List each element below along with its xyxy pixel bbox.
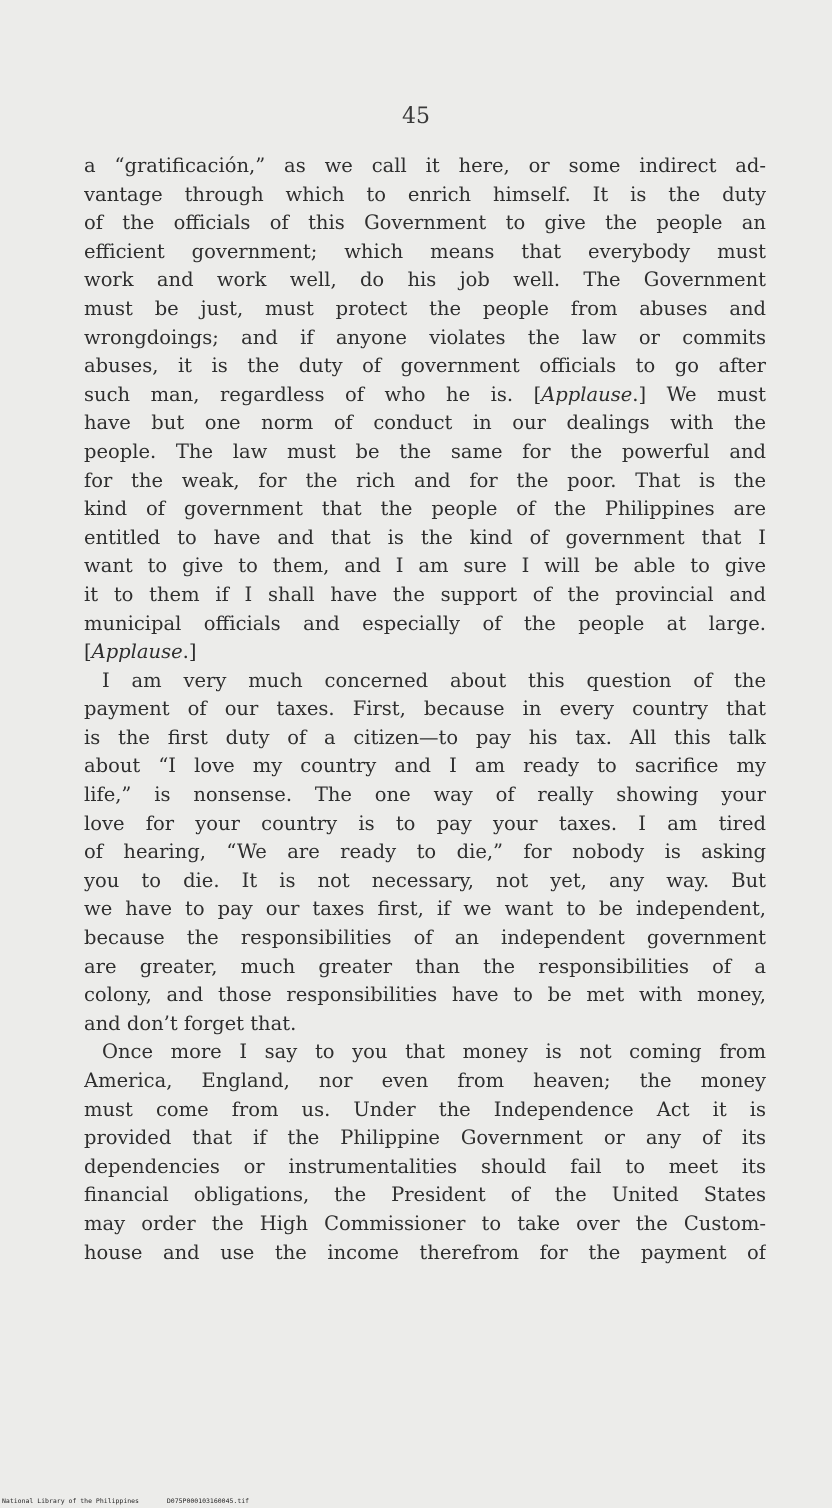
text-line: I am very much concerned about this question of the [102, 668, 766, 692]
text-line: must come from us. Under the Independence Act it is [84, 1097, 766, 1121]
paragraph [84, 152, 766, 667]
applause-italic: Applause [541, 382, 633, 406]
text-line: is the first duty of a citizen—to pay his tax. All this talk [84, 725, 766, 749]
text-line: entitled to have and that is the kind of government that I [84, 525, 766, 549]
body-text [84, 152, 766, 1267]
applause-italic: Applause [91, 640, 183, 664]
text-line: wrongdoings; and if anyone violates the law or commits [84, 325, 766, 349]
text-line: life,” is nonsense. The one way of really showing your [84, 783, 766, 807]
text-line: about “I love my country and I am ready to sacrifice my [84, 754, 766, 778]
text-line: vantage through which to enrich himself. It is the duty [84, 182, 766, 206]
text-line: work and work well, do his job well. The Government [84, 268, 766, 292]
text-line: must be just, must protect the people from abuses and [84, 296, 766, 320]
footer-source: National Library of the Philippines [2, 1497, 139, 1505]
text-line: of hearing, “We are ready to die,” for nobody is asking [84, 840, 766, 864]
text-line: it to them if I shall have the support of the provincial and [84, 582, 766, 606]
text-line: of the officials of this Government to give the people an [84, 211, 766, 235]
text-line: house and use the income therefrom for the payment of [84, 1240, 766, 1264]
paragraph [84, 1038, 766, 1267]
text-line: abuses, it is the duty of government officials to go after [84, 354, 766, 378]
text-line: have but one norm of conduct in our dealings with the [84, 411, 766, 435]
text-line: may order the High Commissioner to take over the Custom- [84, 1211, 766, 1235]
text-line: Once more I say to you that money is not coming from [102, 1040, 766, 1064]
text-line: and don’t forget that. [84, 1011, 297, 1035]
text-line: financial obligations, the President of the United States [84, 1183, 766, 1207]
paragraph [84, 667, 766, 1039]
text-line: efficient government; which means that everybody must [84, 239, 766, 263]
text-line: are greater, much greater than the responsibilities of a [84, 954, 766, 978]
text-line: colony, and those responsibilities have to be met with money, [84, 983, 766, 1007]
scan-footer [2, 1497, 273, 1505]
text-line: kind of government that the people of the Philippines are [84, 497, 766, 521]
text-line: love for your country is to pay your taxes. I am tired [84, 811, 766, 835]
footer-file-id: D075P000103160045.tif [166, 1497, 250, 1505]
text-line: because the responsibilities of an independent government [84, 926, 766, 950]
text-line: dependencies or instrumentalities should fail to meet its [84, 1154, 766, 1178]
text-line: for the weak, for the rich and for the poor. That is the [84, 468, 766, 492]
text-line: want to give to them, and I am sure I will be able to give [84, 554, 766, 578]
page-number: 45 [402, 104, 430, 129]
text-line: people. The law must be the same for the powerful and [84, 439, 766, 463]
text-line: a “gratificación,” as we call it here, or some indirect ad- [84, 154, 766, 177]
text-line: America, England, nor even from heaven; the money [84, 1069, 766, 1092]
text-line: provided that if the Philippine Government or any of its [84, 1126, 766, 1150]
text-line: payment of our taxes. First, because in every country that [84, 697, 766, 721]
text-line: municipal officials and especially of the people at large. [84, 611, 766, 635]
text-line: such man, regardless of who he is. [Applause.] We must [84, 382, 766, 406]
text-line: [Applause.] [84, 640, 197, 664]
text-line: we have to pay our taxes first, if we want to be independent, [84, 897, 766, 921]
text-line: you to die. It is not necessary, not yet, any way. But [84, 868, 766, 892]
